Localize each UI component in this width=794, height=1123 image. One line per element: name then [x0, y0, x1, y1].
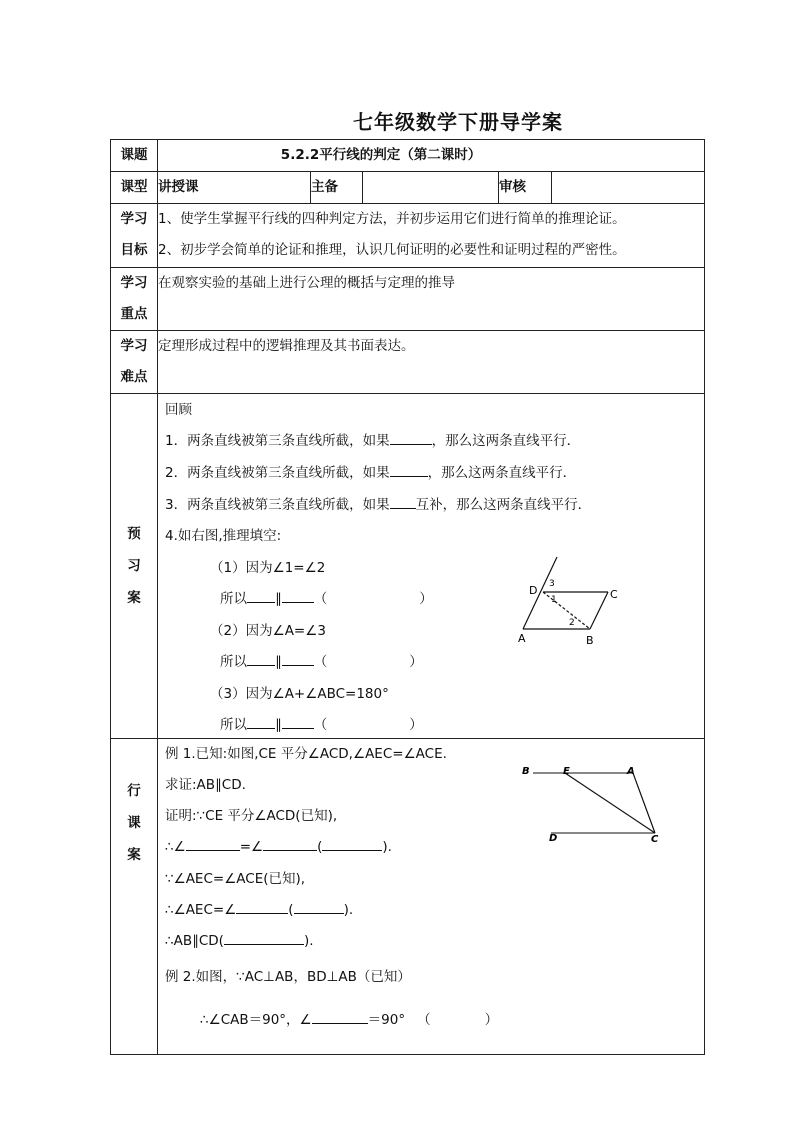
goals-label-1: 学习 — [120, 211, 148, 227]
practice-label-1: 行 — [127, 783, 141, 799]
prove-statement: 求证:AB∥CD. — [165, 777, 246, 793]
example-2-answer: ∴∠CAB＝90°，∠ ＝90° （ ） — [200, 1008, 498, 1028]
row-type — [111, 172, 705, 204]
label-b2: B — [522, 766, 530, 777]
label-d: D — [529, 584, 538, 597]
blank-3b[interactable] — [282, 714, 314, 729]
goals-label-2: 目标 — [120, 242, 148, 258]
label-a: A — [518, 632, 526, 645]
row-topic — [111, 140, 705, 172]
review-label: 审核 — [499, 172, 552, 204]
step-1: （1）因为∠1=∠2 — [210, 560, 326, 576]
blank-e2a[interactable] — [312, 1009, 368, 1024]
type-value: 讲授课 — [158, 172, 311, 204]
label-e2: E — [563, 766, 570, 777]
type-label: 课型 — [111, 172, 158, 204]
label-3: 3 — [549, 579, 555, 589]
practice-label-2: 课 — [127, 815, 141, 831]
row-difficulty — [111, 331, 705, 394]
topic-label: 课题 — [111, 140, 158, 172]
blank-1b[interactable] — [282, 588, 314, 603]
practice-label-3: 案 — [127, 847, 141, 863]
example-1: 例 1.已知:如图,CE 平分∠ACD,∠AEC=∠ACE. — [165, 746, 447, 762]
key-label-2: 重点 — [120, 306, 148, 322]
label-c: C — [610, 588, 618, 601]
row-key — [111, 268, 705, 331]
lead-label: 主备 — [311, 172, 363, 204]
topic-value: 5.2.2平行线的判定（第二课时） — [158, 140, 705, 172]
line-bc — [590, 592, 608, 629]
label-2: 2 — [569, 618, 575, 628]
goal-item-2: 2、初步学会简单的论证和推理，认识几何证明的必要性和证明过程的严密性。 — [158, 242, 626, 258]
blank-1a[interactable] — [247, 588, 275, 603]
blank-3[interactable] — [390, 494, 416, 509]
question-1: 1．两条直线被第三条直线所截，如果 ，那么这两条直线平行． — [165, 429, 580, 449]
blank-p2a[interactable] — [186, 836, 240, 851]
preview-label-1: 预 — [127, 526, 141, 542]
step-3: （3）因为∠A+∠ABC=180° — [210, 686, 389, 702]
proof-line-4: ∴∠AEC=∠ ( ). — [165, 899, 353, 918]
step-1-answer: 所以 ∥ （ ） — [220, 587, 433, 607]
key-label-1: 学习 — [120, 275, 148, 291]
blank-p2c[interactable] — [322, 836, 382, 851]
row-goals — [111, 204, 705, 268]
blank-2b[interactable] — [282, 651, 314, 666]
question-3: 3．两条直线被第三条直线所截，如果 互补，那么这两条直线平行． — [165, 493, 591, 513]
label-1: 1 — [551, 595, 557, 605]
label-a2: A — [627, 766, 635, 777]
review-heading: 回顾 — [165, 402, 192, 418]
step-2: （2）因为∠A=∠3 — [210, 623, 326, 639]
question-2: 2．两条直线被第三条直线所截，如果 ，那么这两条直线平行． — [165, 461, 576, 481]
parallelogram-figure — [505, 552, 630, 652]
difficulty-label-2: 难点 — [120, 369, 148, 385]
blank-p2b[interactable] — [263, 836, 317, 851]
step-3-answer: 所以 ∥ （ ） — [220, 713, 423, 733]
label-d2: D — [549, 833, 558, 844]
example-2: 例 2.如图，∵AC⊥AB，BD⊥AB（已知） — [165, 969, 411, 985]
preview-label-2: 习 — [127, 558, 141, 574]
step-2-answer: 所以 ∥ （ ） — [220, 650, 423, 670]
angle-bisector-figure — [515, 760, 675, 850]
label-b: B — [586, 634, 594, 647]
blank-p5[interactable] — [224, 930, 304, 945]
preview-label-3: 案 — [127, 590, 141, 606]
blank-1[interactable] — [390, 430, 432, 445]
key-text: 在观察实验的基础上进行公理的概括与定理的推导 — [158, 268, 705, 331]
difficulty-label-1: 学习 — [120, 338, 148, 354]
blank-2a[interactable] — [247, 651, 275, 666]
proof-line-5: ∴AB∥CD( ). — [165, 930, 314, 949]
lead-value — [363, 172, 499, 204]
page-title: 七年级数学下册导学案 — [353, 110, 563, 134]
blank-2[interactable] — [390, 462, 428, 477]
blank-p4b[interactable] — [294, 899, 344, 914]
proof-line-1: 证明:∵CE 平分∠ACD(已知), — [165, 808, 338, 824]
line-ec — [565, 773, 655, 833]
blank-3a[interactable] — [247, 714, 275, 729]
blank-p4a[interactable] — [236, 899, 288, 914]
line-ac — [633, 773, 655, 833]
label-c2: C — [651, 834, 659, 845]
question-4: 4.如右图,推理填空: — [165, 528, 282, 544]
goal-item-1: 1、使学生掌握平行线的四种判定方法，并初步运用它们进行简单的推理论证。 — [158, 211, 626, 227]
proof-line-2: ∴∠ =∠ ( ). — [165, 836, 392, 855]
difficulty-text: 定理形成过程中的逻辑推理及其书面表达。 — [158, 331, 705, 394]
proof-line-3: ∵∠AEC=∠ACE(已知), — [165, 871, 306, 887]
review-value — [552, 172, 705, 204]
